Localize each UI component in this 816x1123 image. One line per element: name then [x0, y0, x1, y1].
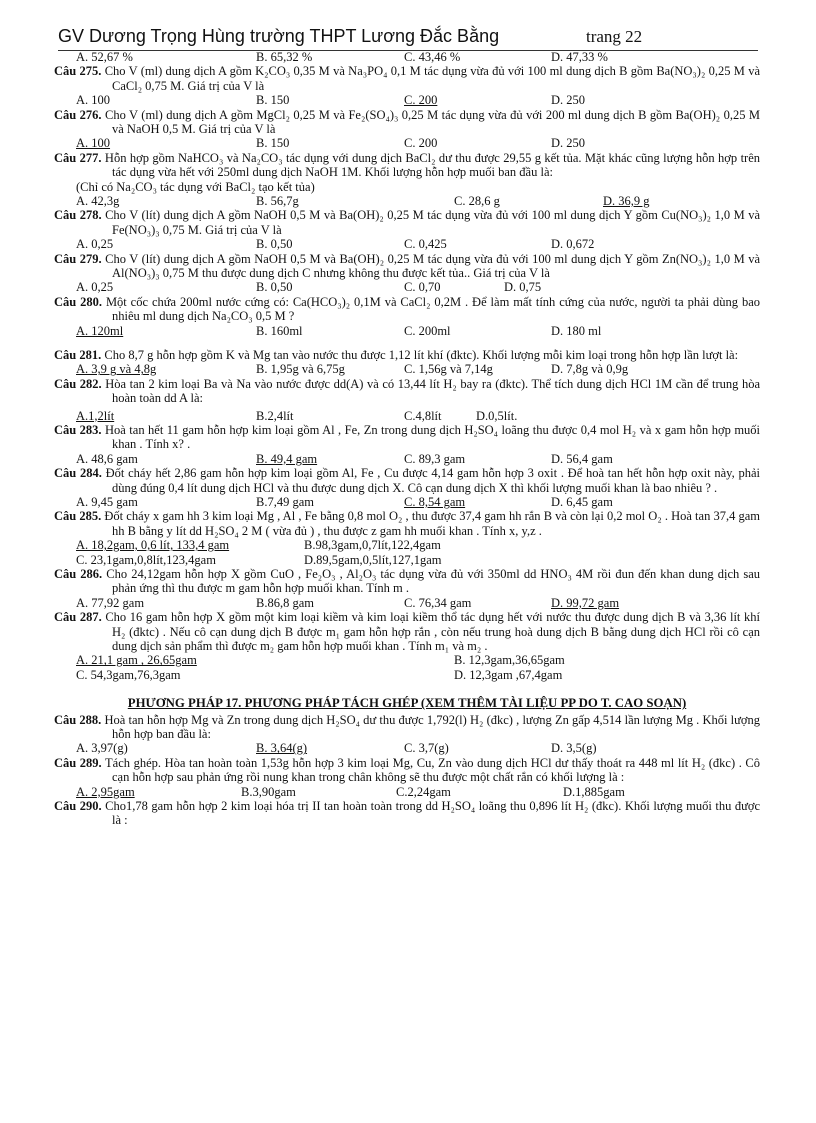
option-d: D. 3,5(g): [551, 741, 597, 756]
question-number: Câu 284.: [54, 466, 102, 481]
option-b: B. 0,50: [256, 280, 293, 295]
option-d: D. 0,672: [551, 237, 595, 252]
option-d: D. 56,4 gam: [551, 451, 613, 466]
option-a: A. 0,25: [76, 280, 114, 295]
option-c: C. 23,1gam,0,8lít,123,4gam: [76, 552, 216, 567]
option-c: C. 8,54 gam: [404, 495, 466, 510]
option-d: D.0,5lít.: [476, 408, 518, 423]
option-a: A. 42,3g: [76, 194, 120, 209]
option-b: B. 160ml: [256, 323, 303, 338]
question: [54, 610, 760, 682]
answer-options: [76, 495, 760, 509]
option-b: B. 1,95g và 6,75g: [256, 362, 345, 377]
question: [54, 348, 760, 377]
answer-options: [76, 409, 760, 423]
question-text: Hỗn hợp gồm NaHCO₃ và Na₂CO₃ tác dụng với dung dịch BaCl₂ dư thu được 29,55 g kết tủa. Mặt khác cũng lượng hỗn hợp trên tác dụng vừa hết với 250ml dung dịch NaOH 1M. Khối lượng hỗn hợp muối ban đầu là:: [104, 150, 760, 180]
option-c: C.2,24gam: [396, 784, 451, 799]
page-header: [58, 24, 758, 51]
option-c: C. 76,34 gam: [404, 595, 472, 610]
answer-options: [76, 280, 760, 294]
question: [54, 799, 760, 828]
question-number: Câu 276.: [54, 107, 102, 122]
question-text: Hòa tan 2 kim loại Ba và Na vào nước được dd(A) và có 13,44 lít H₂ bay ra (đktc). Thể tích dung dịch HCl 1M cần để trung hòa hoàn toàn dd A là:: [105, 376, 760, 406]
question: [54, 295, 760, 338]
option-b: B. 0,50: [256, 237, 293, 252]
answer-options: [76, 194, 760, 208]
question-number: Câu 290.: [54, 799, 102, 814]
option-d: D. 12,3gam ,67,4gam: [454, 667, 563, 682]
option-c: C. 28,6 g: [454, 194, 500, 209]
question: [54, 466, 760, 509]
question-number: Câu 281.: [54, 348, 102, 363]
question: [54, 423, 760, 466]
question: [54, 713, 760, 756]
question-text: Cho 16 gam hỗn hợp X gồm một kim loại kiềm và kim loại kiềm thổ tác dụng hết với nước thu được dung dịch B và 3,36 lít khí H₂ (đktc) . Nếu cô cạn dung dịch B được m₁ gam hỗn hợp rắn , còn nếu trung hoà dung dịch B bằng dung dịch HCl rồi cô cạn dung dịch sản phẩm thì được m₂ gam hỗn hợp muối khan . Tính m₁ và m₂ .: [105, 610, 760, 654]
question-number: Câu 289.: [54, 755, 102, 770]
answer-options: [76, 93, 760, 107]
question-text: Đốt cháy hết 2,86 gam hỗn hợp kim loại gồm Al, Fe , Cu được 4,14 gam hỗn hợp 3 oxit . Để hoà tan hết hỗn hợp oxit này, phải dùng đúng 0,4 lít dung dịch HCl và thu được dung dịch X. Cô cạn dung dịch X thì khối lượng muối khan là bao nhiêu ? .: [105, 466, 760, 495]
option-d: D.89,5gam,0,5lít,127,1gam: [304, 552, 442, 567]
option-c: C. 54,3gam,76,3gam: [76, 667, 181, 682]
option-d: D. 36,9 g: [603, 194, 650, 209]
option-a: A. 120ml: [76, 323, 124, 338]
option-b: B.2,4lít: [256, 408, 294, 423]
option-a: A. 52,67 %: [76, 50, 133, 64]
question: [54, 509, 760, 567]
question-number: Câu 275.: [54, 64, 102, 79]
question-text: Cho V (lít) dung dịch A gồm NaOH 0,5 M và Ba(OH)₂ 0,25 M tác dụng vừa đủ với 100 ml dung dịch Y gồm Cu(NO₃)₂ 1,0 M và Fe(NO₃)₃ 0,75 M. Giá trị của V là: [105, 208, 761, 237]
answer-options: [76, 785, 760, 799]
option-b: B. 56,7g: [256, 194, 299, 209]
question-number: Câu 288.: [54, 712, 102, 727]
answer-options: [76, 136, 760, 150]
question: [54, 756, 760, 799]
option-a: A. 0,25: [76, 237, 114, 252]
option-b: B. 3,64(g): [256, 741, 308, 756]
question: [54, 208, 760, 251]
answer-options: [76, 452, 760, 466]
option-d: D. 6,45 gam: [551, 495, 613, 510]
option-b: B. 49,4 gam: [256, 451, 318, 466]
question-number: Câu 282.: [54, 376, 102, 391]
option-b: B. 150: [256, 136, 290, 151]
question: [54, 567, 760, 610]
option-a: A. 18,2gam, 0,6 lít, 133,4 gam: [76, 538, 230, 553]
section-heading: PHƯƠNG PHÁP 17. PHƯƠNG PHÁP TÁCH GHÉP (XEM THÊM TÀI LIỆU PP DO T. CAO SOẠN): [127, 696, 687, 711]
answer-options: [76, 324, 760, 338]
option-d: D. 99,72 gam: [551, 595, 620, 610]
question: [54, 151, 760, 209]
option-b: B.86,8 gam: [256, 595, 314, 610]
answer-options: [76, 668, 760, 682]
question-text: Tách ghép. Hòa tan hoàn toàn 1,53g hỗn hợp 3 kim loại Mg, Cu, Zn vào dung dịch HCl dư thấy thoát ra 448 ml lít H₂ (đkc) . Cô cạn hỗn hợp sau phản ứng rồi nung khan trong chân không sẽ thu được một chất rắn có khối lượng là :: [105, 755, 761, 785]
question-text: Một cốc chứa 200ml nước cứng có: Ca(HCO₃)₂ 0,1M và CaCl₂ 0,2M . Để làm mất tính cứng của nước, người ta phải dùng bao nhiêu ml dung dịch Na₂CO₃ 0,5 M ?: [105, 294, 760, 324]
option-b: B.3,90gam: [241, 784, 296, 799]
question-text: Cho 8,7 g hỗn hợp gồm K và Mg tan vào nước thu được 1,12 lít khí (đktc). Khối lượng mỗi kim loại trong hỗn hợp lần lượt là:: [104, 348, 739, 363]
option-d: D. 250: [551, 136, 586, 151]
option-b: B.7,49 gam: [256, 495, 314, 510]
question: [54, 108, 760, 151]
option-c: C. 0,70: [404, 280, 441, 295]
option-a: A. 3,9 g và 4,8g: [76, 362, 157, 377]
option-d: D. 0,75: [504, 280, 542, 295]
option-c: C. 200: [404, 93, 438, 108]
page-number: trang 22: [586, 27, 643, 46]
question-number: Câu 277.: [54, 150, 102, 165]
question: [54, 377, 760, 423]
answer-options: [76, 362, 760, 376]
option-d: D.1,885gam: [563, 784, 625, 799]
question-text: Đốt cháy x gam hh 3 kim loại Mg , Al , Fe bằng 0,8 mol O₂ , thu được 37,4 gam hh rắn B và còn lại 0,2 mol O₂ . Hoà tan 37,4 gam hh B bằng y lít dd H₂SO₄ 2 M ( vừa đủ ) , thu được z gam hh muối khan . Tính x, y,z .: [104, 509, 761, 538]
question-number: Câu 283.: [54, 423, 102, 438]
answer-options: [76, 538, 760, 552]
question-number: Câu 278.: [54, 208, 102, 223]
question-number: Câu 285.: [54, 509, 102, 524]
option-a: A. 21,1 gam , 26,65gam: [76, 653, 197, 668]
option-c: C. 89,3 gam: [404, 451, 466, 466]
question: [54, 64, 760, 107]
teacher-name: GV Dương Trọng Hùng trường THPT Lương Đắc Bằng: [58, 26, 500, 46]
option-a: A. 100: [76, 93, 111, 108]
answer-options: [76, 741, 760, 755]
answer-options: [76, 553, 760, 567]
option-c: C.4,8lít: [404, 408, 442, 423]
document-body: [54, 50, 760, 828]
option-a: A. 2,95gam: [76, 784, 135, 799]
answer-options: [76, 50, 760, 64]
question-text: Cho V (ml) dung dịch A gồm K₂CO₃ 0,35 M và Na₃PO₄ 0,1 M tác dụng vừa đủ với 100 ml dung dịch B gồm Ba(NO₃)₂ 0,25 M và CaCl₂ 0,75 M. Giá trị của V là: [104, 64, 760, 93]
option-a: A. 77,92 gam: [76, 595, 145, 610]
option-d: D. 250: [551, 93, 586, 108]
option-c: C. 3,7(g): [404, 741, 449, 756]
question-text: Cho V (lít) dung dịch A gồm NaOH 0,5 M và Ba(OH)₂ 0,25 M tác dụng vừa đủ với 100 ml dung dịch Y gồm Zn(NO₃)₂ 1,0 M và Al(NO₃)₃ 0,75 M thu được dung dịch C nhưng không thu được kết tủa.. Giá trị của V là: [105, 251, 760, 281]
answer-options: [76, 237, 760, 251]
option-d: D. 47,33 %: [551, 50, 608, 64]
option-c: C. 200ml: [404, 323, 451, 338]
question-text: Hoà tan hỗn hợp Mg và Zn trong dung dịch H₂SO₄ dư thu được 1,792(l) H₂ (đkc) , lượng Zn gấp 4,514 lần lượng Mg . Khối lượng hỗn hợp ban đầu là:: [104, 712, 761, 742]
option-a: A. 48,6 gam: [76, 451, 138, 466]
option-b: B. 65,32 %: [256, 50, 313, 64]
option-c: C. 43,46 %: [404, 50, 461, 64]
option-a: A. 9,45 gam: [76, 495, 138, 510]
option-c: C. 0,425: [404, 237, 447, 252]
question-note: (Chỉ có Na₂CO₃ tác dụng với BaCl₂ tạo kết tủa): [76, 179, 315, 194]
question-text: Cho V (ml) dung dịch A gồm MgCl₂ 0,25 M và Fe₂(SO₄)₃ 0,25 M tác dụng vừa đủ với 200 ml dung dịch B gồm Ba(OH)₂ 0,25 M và NaOH 0,5 M. Giá trị của V là: [105, 107, 760, 136]
option-a: A. 3,97(g): [76, 741, 128, 756]
option-d: D. 180 ml: [551, 323, 602, 338]
question: [54, 252, 760, 295]
question-number: Câu 279.: [54, 251, 102, 266]
option-b: B. 12,3gam,36,65gam: [454, 653, 565, 668]
option-c: C. 1,56g và 7,14g: [404, 362, 493, 377]
option-b: B. 150: [256, 93, 290, 108]
question-number: Câu 286.: [54, 567, 103, 582]
option-a: A.1,2lít: [76, 408, 115, 423]
question-text: Cho1,78 gam hỗn hợp 2 kim loại hóa trị II tan hoàn toàn trong dd H₂SO₄ loãng thu 0,896 lít H₂ (đkc). Khối lượng muối thu được là :: [105, 799, 761, 828]
option-d: D. 7,8g và 0,9g: [551, 362, 629, 377]
question-text: Hoà tan hết 11 gam hỗn hợp kim loại gồm Al , Fe, Zn trong dung dịch H₂SO₄ loãng thu được 0,4 mol H₂ và x gam hỗn hợp muối khan . Tính x? .: [105, 423, 761, 452]
question-text: Cho 24,12gam hỗn hợp X gồm CuO , Fe₂O₃ , Al₂O₃ tác dụng vừa đủ với 350ml dd HNO₃ 4M rồi đun đến khan dung dịch sau phản ứng thì thu được m gam hỗn hợp muối khan. Tính m .: [106, 567, 761, 596]
option-a: A. 100: [76, 136, 111, 151]
answer-options: [76, 596, 760, 610]
question-number: Câu 287.: [54, 610, 102, 625]
answer-options: [76, 653, 760, 667]
option-b: B.98,3gam,0,7lít,122,4gam: [304, 538, 441, 553]
option-c: C. 200: [404, 136, 438, 151]
question-number: Câu 280.: [54, 294, 103, 309]
